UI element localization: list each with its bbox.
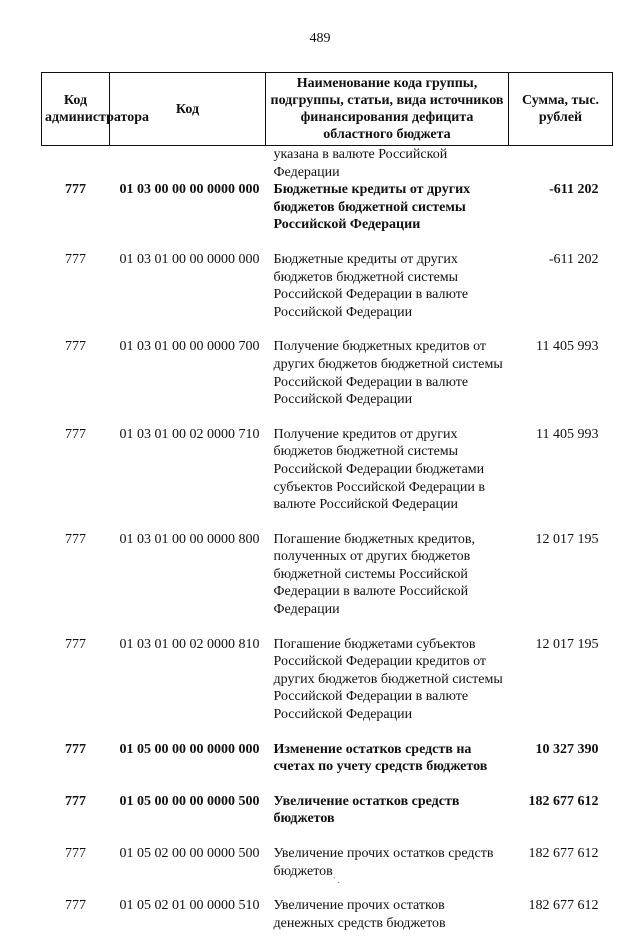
admin-code-cell: 777 — [42, 338, 110, 425]
table-row — [42, 251, 613, 338]
table-row — [42, 531, 613, 636]
sum-cell: -611 202 — [509, 181, 613, 251]
page-number: 489 — [0, 31, 640, 47]
admin-code-cell: 777 — [42, 251, 110, 338]
code-cell: 01 03 00 00 00 0000 000 — [110, 181, 266, 251]
code-cell: 01 03 01 00 02 0000 810 — [110, 636, 266, 741]
code-cell: 01 03 01 00 00 0000 000 — [110, 251, 266, 338]
table-row — [42, 338, 613, 425]
code-cell: 01 03 01 00 00 0000 800 — [110, 531, 266, 636]
table-row — [42, 181, 613, 251]
sum-cell: -611 202 — [509, 251, 613, 338]
sum-cell: 182 677 612 — [509, 793, 613, 845]
admin-code-cell: 777 — [42, 181, 110, 251]
sum-cell: 10 327 390 — [509, 741, 613, 793]
name-cell: Погашение бюджетами субъектов Российской Федерации кредитов от других бюджетов бюджетной системы Российской Федерации в валюте Российской Федерации — [266, 636, 509, 741]
sum-cell: 12 017 195 — [509, 531, 613, 636]
sum-cell: 182 677 612 — [509, 845, 613, 897]
sum-cell: 11 405 993 — [509, 426, 613, 531]
scan-mark: ` . — [333, 876, 340, 885]
budget-sources-table — [41, 72, 613, 949]
admin-code-cell: 777 — [42, 845, 110, 897]
sum-cell: 182 677 612 — [509, 897, 613, 949]
name-cell: Увеличение прочих остатков денежных средств бюджетов — [266, 897, 509, 949]
admin-code-cell: 777 — [42, 531, 110, 636]
code-cell: 01 05 00 00 00 0000 000 — [110, 741, 266, 793]
sum-cell: 11 405 993 — [509, 338, 613, 425]
name-cell: Увеличение остатков средств бюджетов — [266, 793, 509, 845]
name-cell: Увеличение прочих остатков средств бюджетов — [266, 845, 509, 897]
code-cell: 01 05 00 00 00 0000 500 — [110, 793, 266, 845]
admin-code-cell: 777 — [42, 793, 110, 845]
code-cell: 01 05 02 00 00 0000 500 — [110, 845, 266, 897]
code-cell: 01 03 01 00 02 0000 710 — [110, 426, 266, 531]
header-admin-code: Код администратора — [42, 73, 110, 146]
table-row — [42, 636, 613, 741]
table-row — [42, 793, 613, 845]
sum-cell: 12 017 195 — [509, 636, 613, 741]
code-cell: 01 05 02 01 00 0000 510 — [110, 897, 266, 949]
table-row — [42, 845, 613, 897]
table-header-row — [42, 73, 613, 146]
code-cell: 01 03 01 00 00 0000 700 — [110, 338, 266, 425]
header-name: Наименование кода группы, подгруппы, статьи, вида источников финансирования дефицита областного бюджета — [266, 73, 509, 146]
header-code: Код — [110, 73, 266, 146]
header-sum: Сумма, тыс. рублей — [509, 73, 613, 146]
admin-code-cell: 777 — [42, 897, 110, 949]
continuation-row — [42, 146, 613, 182]
name-cell: Получение кредитов от других бюджетов бюджетной системы Российской Федерации бюджетами субъектов Российской Федерации в валюте Российской Федерации — [266, 426, 509, 531]
admin-code-cell: 777 — [42, 636, 110, 741]
table-body — [42, 146, 613, 949]
name-cell: Изменение остатков средств на счетах по учету средств бюджетов — [266, 741, 509, 793]
name-cell: Бюджетные кредиты от других бюджетов бюджетной системы Российской Федерации — [266, 181, 509, 251]
admin-code-cell: 777 — [42, 741, 110, 793]
continuation-text: указана в валюте Российской Федерации — [266, 146, 509, 182]
name-cell: Погашение бюджетных кредитов, полученных от других бюджетов бюджетной системы Российской Федерации в валюте Российской Федерации — [266, 531, 509, 636]
name-cell: Бюджетные кредиты от других бюджетов бюджетной системы Российской Федерации в валюте Российской Федерации — [266, 251, 509, 338]
name-cell: Получение бюджетных кредитов от других бюджетов бюджетной системы Российской Федерации в валюте Российской Федерации — [266, 338, 509, 425]
table-row — [42, 426, 613, 531]
admin-code-cell: 777 — [42, 426, 110, 531]
table-row — [42, 741, 613, 793]
